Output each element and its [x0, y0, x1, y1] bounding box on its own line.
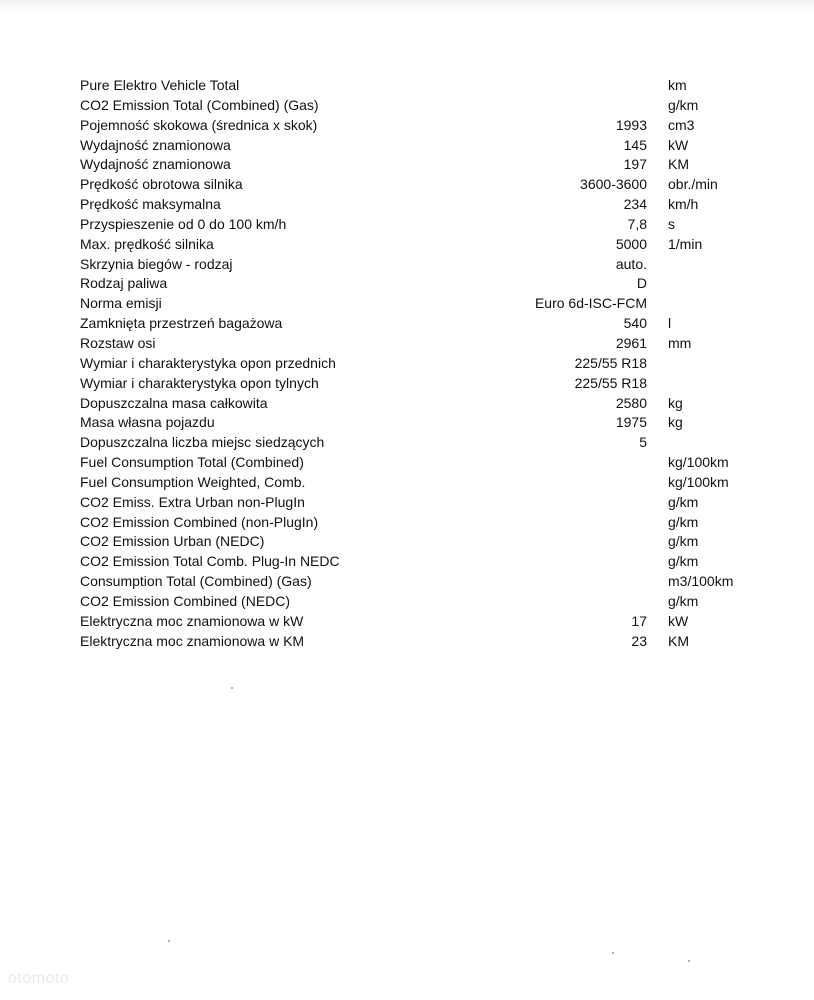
spec-value: 234: [623, 196, 647, 213]
spec-row: [80, 274, 740, 294]
spec-unit: kg: [668, 414, 683, 431]
spec-row: [80, 294, 740, 314]
spec-label: Max. prędkość silnika: [80, 235, 214, 252]
spec-label: Pure Elektro Vehicle Total: [80, 77, 240, 93]
spec-label: Norma emisji: [80, 295, 162, 312]
spec-unit: KM: [668, 156, 689, 173]
spec-label: CO2 Emission Urban (NEDC): [80, 533, 265, 550]
spec-label: Rodzaj paliwa: [80, 275, 168, 292]
spec-unit: g/km: [668, 96, 699, 113]
spec-row: [80, 235, 740, 255]
spec-unit: kW: [668, 612, 689, 629]
spec-label: CO2 Emission Combined (non-PlugIn): [80, 513, 319, 530]
spec-label: CO2 Emission Total (Combined) (Gas): [80, 96, 319, 113]
spec-row: [80, 215, 740, 235]
spec-row: [80, 513, 740, 533]
spec-label: Wydajność znamionowa: [80, 156, 231, 173]
spec-value: 2961: [615, 334, 647, 351]
spec-unit: 1/min: [668, 235, 703, 252]
spec-value: Euro 6d-ISC-FCM: [534, 295, 647, 312]
spec-label: Consumption Total (Combined) (Gas): [80, 573, 312, 590]
spec-value: 540: [623, 315, 647, 332]
spec-label: Masa własna pojazdu: [80, 414, 215, 431]
spec-value: 5000: [615, 235, 647, 252]
spec-row: [80, 532, 740, 552]
spec-unit: cm3: [668, 116, 695, 133]
spec-row: [80, 433, 740, 453]
spec-value: 225/55 R18: [574, 354, 647, 371]
spec-label: Wymiar i charakterystyka opon przednich: [80, 354, 336, 371]
spec-label: Prędkość maksymalna: [80, 196, 221, 213]
spec-label: Fuel Consumption Total (Combined): [80, 454, 304, 471]
spec-row: [80, 632, 740, 652]
spec-row: [80, 314, 740, 334]
spec-row: [80, 612, 740, 632]
spec-value: auto.: [615, 255, 647, 272]
spec-row: [80, 552, 740, 572]
spec-row: [80, 155, 740, 175]
spec-value: 3600-3600: [580, 176, 647, 193]
scan-speck: [231, 687, 233, 689]
spec-row: [80, 76, 740, 96]
spec-label: Przyspieszenie od 0 do 100 km/h: [80, 215, 287, 232]
spec-value: 23: [631, 632, 647, 649]
spec-value: 197: [623, 156, 647, 173]
spec-row: [80, 116, 740, 136]
spec-row: [80, 413, 740, 433]
spec-label: Prędkość obrotowa silnika: [80, 176, 243, 193]
scan-speck: [612, 952, 614, 954]
spec-value: 1975: [615, 414, 647, 431]
spec-unit: kW: [668, 136, 689, 153]
spec-row: [80, 592, 740, 612]
spec-unit: g/km: [668, 533, 699, 550]
spec-unit: KM: [668, 632, 689, 649]
spec-value: 1993: [615, 116, 647, 133]
spec-label: Elektryczna moc znamionowa w kW: [80, 612, 304, 629]
spec-unit: g/km: [668, 553, 699, 570]
spec-value: D: [636, 275, 647, 292]
spec-unit: obr./min: [668, 176, 718, 193]
spec-unit: km/h: [668, 196, 699, 213]
spec-row: [80, 175, 740, 195]
spec-unit: g/km: [668, 592, 699, 609]
spec-unit: l: [668, 315, 672, 332]
spec-label: Fuel Consumption Weighted, Comb.: [80, 473, 306, 490]
spec-unit: kg/100km: [668, 454, 729, 471]
specification-table: [80, 76, 740, 651]
spec-row: [80, 136, 740, 156]
spec-label: Elektryczna moc znamionowa w KM: [80, 632, 305, 649]
spec-row: [80, 453, 740, 473]
scan-speck: [168, 940, 170, 942]
spec-value: 5: [639, 434, 647, 451]
spec-row: [80, 493, 740, 513]
spec-unit: s: [668, 215, 675, 232]
spec-row: [80, 572, 740, 592]
spec-unit: g/km: [668, 513, 699, 530]
spec-row: [80, 195, 740, 215]
spec-row: [80, 394, 740, 414]
spec-row: [80, 374, 740, 394]
spec-label: Pojemność skokowa (średnica x skok): [80, 116, 318, 133]
spec-unit: mm: [668, 334, 692, 351]
spec-value: 145: [623, 136, 647, 153]
spec-row: [80, 255, 740, 275]
scan-top-edge: [0, 0, 814, 12]
spec-row: [80, 96, 740, 116]
spec-label: CO2 Emission Total Comb. Plug-In NEDC: [80, 553, 340, 570]
spec-label: Zamknięta przestrzeń bagażowa: [80, 315, 283, 332]
spec-label: Skrzynia biegów - rodzaj: [80, 255, 233, 272]
spec-unit: kg: [668, 394, 683, 411]
spec-label: Wydajność znamionowa: [80, 136, 231, 153]
spec-value: 17: [631, 612, 647, 629]
spec-label: Wymiar i charakterystyka opon tylnych: [80, 374, 319, 391]
spec-label: Dopuszczalna liczba miejsc siedzących: [80, 434, 325, 451]
spec-value: 7,8: [627, 215, 647, 232]
spec-unit: m3/100km: [668, 573, 734, 590]
scan-speck: [688, 960, 690, 962]
spec-label: CO2 Emission Combined (NEDC): [80, 592, 291, 609]
spec-unit: g/km: [668, 493, 699, 510]
spec-label: CO2 Emiss. Extra Urban non-PlugIn: [80, 493, 305, 510]
spec-row: [80, 334, 740, 354]
spec-row: [80, 473, 740, 493]
spec-unit: kg/100km: [668, 473, 729, 490]
spec-label: Dopuszczalna masa całkowita: [80, 394, 268, 411]
watermark-text: otomoto: [8, 970, 70, 987]
spec-value: 225/55 R18: [574, 374, 647, 391]
spec-unit: km: [668, 77, 687, 93]
spec-label: Rozstaw osi: [80, 334, 156, 351]
spec-value: 2580: [615, 394, 647, 411]
spec-row: [80, 354, 740, 374]
